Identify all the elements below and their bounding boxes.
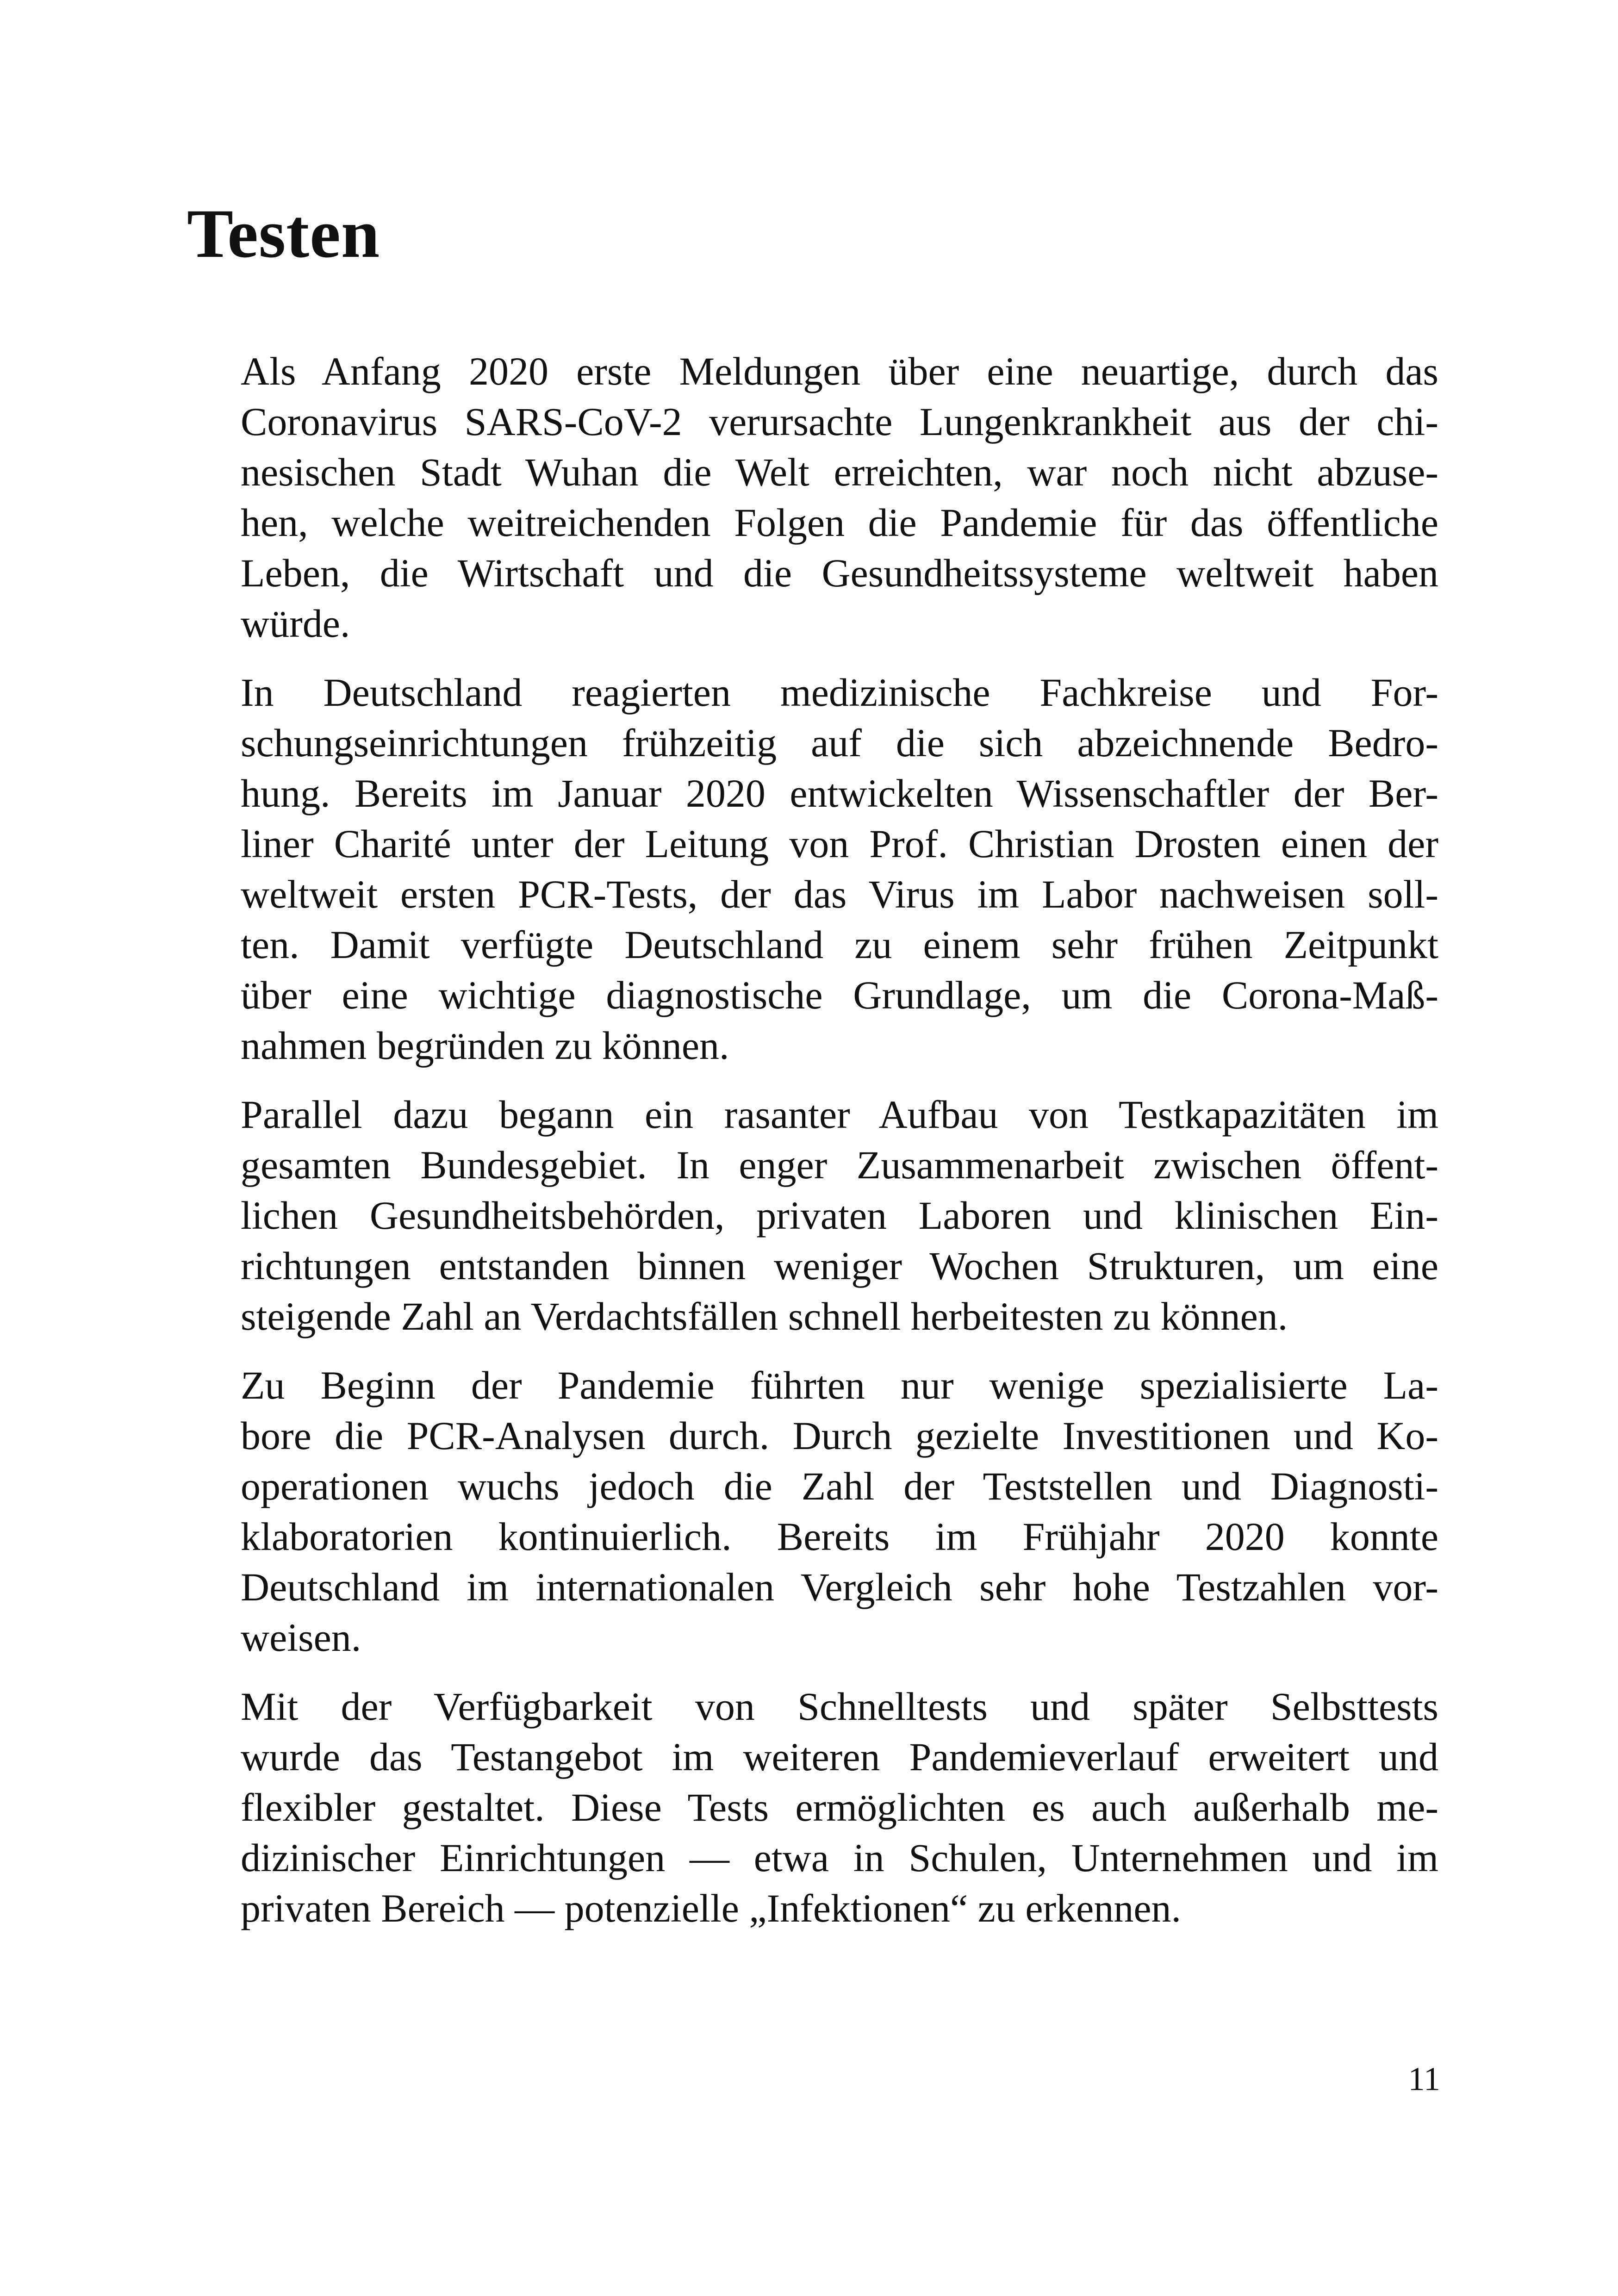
text-line: weltweit ersten PCR-Tests, der das Virus im Labor nachweisen soll- [241,872,1438,916]
text-line: Leben, die Wirtschaft und die Gesundheitssysteme weltweit haben [241,551,1438,595]
text-line: Deutschland im internationalen Vergleich sehr hohe Testzahlen vor- [241,1565,1438,1609]
text-line: privaten Bereich — potenzielle „Infektionen“ zu erkennen. [241,1886,1182,1930]
text-line: wurde das Testangebot im weiteren Pandemieverlauf erweitert und [241,1735,1438,1779]
body-text [187,346,1438,1952]
text-line: bore die PCR-Analysen durch. Durch gezielte Investitionen und Ko- [241,1413,1438,1458]
text-line: über eine wichtige diagnostische Grundlage, um die Corona-Maß- [241,973,1438,1017]
text-line: richtungen entstanden binnen weniger Wochen Strukturen, um eine [241,1244,1438,1288]
text-line: Parallel dazu begann ein rasanter Aufbau von Testkapazitäten im [241,1092,1438,1137]
text-line: Mit der Verfügbarkeit von Schnelltests und später Selbsttests [241,1684,1438,1729]
text-line: liner Charité unter der Leitung von Prof. Christian Drosten einen der [241,821,1438,866]
text-line: hen, welche weitreichenden Folgen die Pandemie für das öffentliche [241,500,1438,545]
paragraph-1 [187,346,1438,649]
text-line: weisen. [241,1615,361,1660]
text-line: steigende Zahl an Verdachtsfällen schnell herbeitesten zu können. [241,1294,1288,1338]
text-line: flexibler gestaltet. Diese Tests ermöglichten es auch außerhalb me- [241,1785,1438,1829]
text-line: würde. [241,601,350,646]
chapter-title: Testen [187,195,380,272]
text-line: schungseinrichtungen frühzeitig auf die sich abzeichnende Bedro- [241,721,1438,765]
text-line: klaboratorien kontinuierlich. Bereits im Frühjahr 2020 konnte [241,1514,1438,1559]
text-line: Als Anfang 2020 erste Meldungen über eine neuartige, durch das [241,349,1438,393]
text-line: Zu Beginn der Pandemie führten nur wenige spezialisierte La- [241,1363,1438,1407]
text-line: In Deutschland reagierten medizinische Fachkreise und For- [241,670,1438,715]
paragraph-3 [187,1089,1438,1342]
text-line: nahmen begründen zu können. [241,1023,729,1068]
text-line: Coronavirus SARS-CoV-2 verursachte Lungenkrankheit aus der chi- [241,399,1438,444]
text-line: gesamten Bundesgebiet. In enger Zusammenarbeit zwischen öffent- [241,1143,1438,1187]
text-line: operationen wuchs jedoch die Zahl der Teststellen und Diagnosti- [241,1464,1438,1508]
text-line: nesischen Stadt Wuhan die Welt erreichten, war noch nicht abzuse- [241,450,1438,494]
paragraph-5 [187,1681,1438,1934]
text-line: hung. Bereits im Januar 2020 entwickelten Wissenschaftler der Ber- [241,771,1438,815]
text-line: dizinischer Einrichtungen — etwa in Schulen, Unternehmen und im [241,1836,1438,1880]
page-number: 11 [1408,2060,1440,2097]
paragraph-2 [187,667,1438,1071]
text-line: ten. Damit verfügte Deutschland zu einem sehr frühen Zeitpunkt [241,922,1438,967]
paragraph-4 [187,1360,1438,1663]
text-line: lichen Gesundheitsbehörden, privaten Laboren und klinischen Ein- [241,1193,1438,1238]
